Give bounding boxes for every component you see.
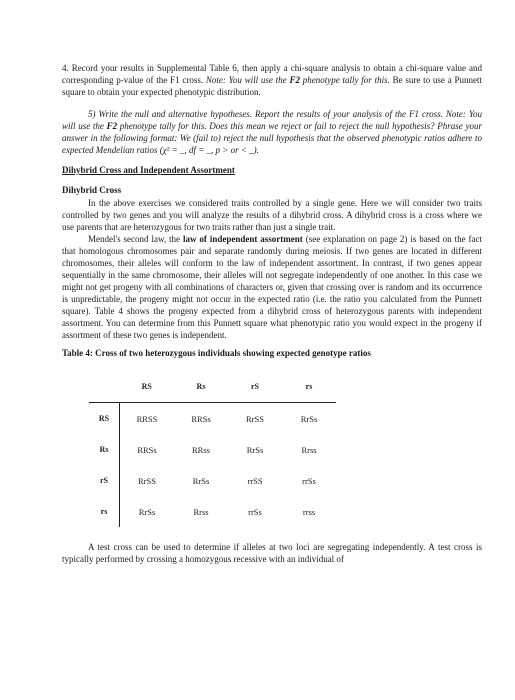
genotype-cell: RRSS — [136, 413, 158, 424]
question-4-note-start: Note: You will use the — [205, 75, 290, 85]
row-header: rs — [89, 496, 120, 527]
column-header: Rs — [174, 371, 228, 403]
paragraph-test-cross: A test cross can be used to determine if alleles at two loci are segregating independently. A test cross is typically performed by crossing a homozygous recessive with an individual of — [62, 542, 482, 564]
column-header: rs — [282, 371, 336, 403]
punnett-corner — [89, 371, 120, 403]
genotype-cell: rrss — [302, 506, 316, 517]
question-5-emphasis: F2 — [106, 121, 118, 131]
genotype-cell: RrSS — [138, 475, 156, 486]
column-header: rS — [228, 371, 282, 403]
table-caption: Table 4: Cross of two heterozygous individuals showing expected genotype ratios — [62, 348, 371, 358]
genotype-cell: rrSs — [302, 475, 316, 486]
question-5-text-start: 5) Write the null and alternative hypotheses. Report the results of your analysis of the F1 cross. Note: You will use the — [62, 109, 482, 131]
paragraph-2-end: (see explanation on page 2) is based on the fact that homologous chromosomes pair and separate randomly during meiosis. If two genes are located in different chromosomes, their alleles will conform to the law of independent assortment. In contrast, if two genes appear sequentially in the same chromosome, their alleles will not segregate independently of one another. In this case we might not get progeny with all combinations of characters or, given that crossing over is random and its occurrence is unpredictable, the progeny might not occur in the expected ratio (i.e. the ratio you calculated from the Punnett square). Table 4 shows the progeny expected from a dihybrid cross of heterozygous parents with independent assortment. You can determine from this Punnett square what phenotypic ratio you would expect in the progeny if assortment of these two genes is independent. — [62, 234, 483, 340]
genotype-cell: rrSs — [248, 506, 262, 517]
punnett-square-wrapper — [89, 371, 409, 527]
question-4-note-emphasis: F2 — [289, 75, 300, 85]
genotype-cell: Rrss — [301, 444, 317, 455]
question-5-text-end: phenotype tally for this. Does this mean we reject or fail to reject the null hypothesis? Phrase your answer in the following format: We (fail to) reject the null hypothesis that the observed phenotypic ratios adhere to expected Mendelian ratios (χ² = _, df = _, p > or < _). — [62, 121, 482, 155]
question-5 — [62, 108, 482, 156]
genotype-cell: RrSs — [246, 444, 264, 455]
question-4-tail: Be sure to use a Punnett square to obtain your expected phenotypic distribution. — [62, 75, 482, 97]
question-4-note — [206, 75, 390, 85]
genotype-cell: RrSs — [300, 413, 318, 424]
document-page — [62, 62, 482, 565]
column-header: RS — [120, 371, 175, 403]
genotype-cell: RrSs — [138, 506, 156, 517]
question-4-note-end: phenotype tally for this. — [299, 75, 390, 85]
row-header: rS — [89, 465, 120, 496]
row-header: RS — [89, 403, 120, 435]
genotype-cell: RRSs — [191, 413, 211, 424]
punnett-row — [89, 434, 336, 465]
punnett-square — [89, 371, 336, 527]
genotype-cell: RRss — [192, 444, 210, 455]
sub-heading: Dihybrid Cross — [62, 185, 122, 195]
genotype-cell: RrSS — [246, 413, 264, 424]
genotype-cell: RrSs — [192, 475, 210, 486]
genotype-cell: rrSS — [247, 475, 263, 486]
punnett-header-row — [89, 371, 336, 403]
punnett-row — [89, 496, 336, 527]
law-term: law of independent assortment — [182, 234, 303, 244]
question-4-text: 4. Record your results in Supplemental Table 6, then apply a chi-square analysis to obtain a chi-square value and corresponding p-value of the F1 cross. — [62, 63, 482, 85]
genotype-cell: Rrss — [193, 506, 209, 517]
punnett-row — [89, 465, 336, 496]
genotype-cell: RRSs — [137, 444, 157, 455]
question-5-text — [62, 109, 482, 155]
question-4 — [62, 62, 482, 98]
paragraph-independent-assortment — [62, 233, 482, 341]
paragraph-intro: In the above exercises we considered traits controlled by a single gene. Here we will consider two traits controlled by two genes and you will analyze the results of a dihybrid cross. A dihybrid cross is a cross where we use parents that are heterozygous for two traits rather than just a single trait. — [62, 198, 482, 232]
paragraph-2-start: Mendel's second law, the — [88, 234, 183, 244]
row-header: Rs — [89, 434, 120, 465]
section-heading: Dihybrid Cross and Independent Assortment — [62, 165, 235, 175]
punnett-row — [89, 403, 336, 435]
